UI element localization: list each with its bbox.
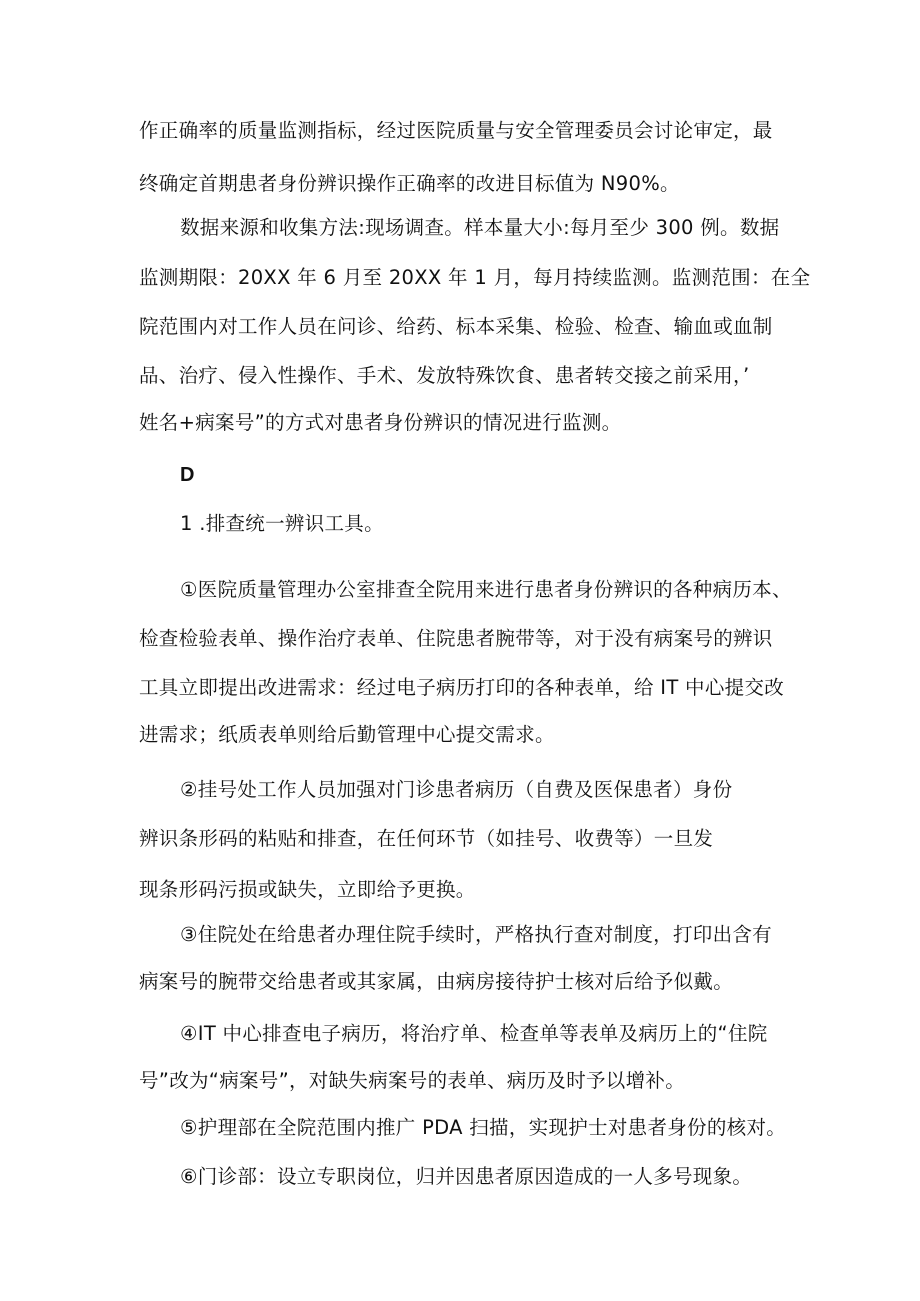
text-line: ⑤护理部在全院范围内推广 PDA 扫描，实现护士对患者身份的核对。	[180, 1116, 787, 1139]
text-line: 品、治疗、侵入性操作、手术、发放特殊饮食、患者转交接之前采用，’	[139, 364, 750, 387]
text-line: 终确定首期患者身份辨识操作正确率的改进目标值为 N90%。	[139, 172, 680, 195]
text-line: 工具立即提出改进需求：经过电子病历打印的各种表单，给 IT 中心提交改	[139, 676, 785, 699]
text-line: 数据来源和收集方法:现场调查。样本量大小:每月至少 300 例。数据	[180, 216, 780, 239]
text-line: ④IT 中心排查电子病历，将治疗单、检查单等表单及病历上的“住院	[180, 1022, 768, 1045]
text-line: 病案号的腕带交给患者或其家属，由病房接待护士核对后给予似戴。	[139, 970, 734, 993]
text-line: 院范围内对工作人员在问诊、给药、标本采集、检验、检查、输血或血制	[139, 315, 773, 338]
text-line: 监测期限：20XX 年 6 月至 20XX 年 1 月，每月持续监测。监测范围：在全	[139, 266, 811, 289]
text-line: ③住院处在给患者办理住院手续时，严格执行查对制度，打印出含有	[180, 923, 772, 946]
text-line: 检查检验表单、操作治疗表单、住院患者腕带等，对于没有病案号的辨识	[139, 627, 773, 650]
section-heading: D	[180, 464, 195, 486]
text-line: ⑥门诊部：设立专职岗位，归并因患者原因造成的一人多号现象。	[180, 1165, 753, 1188]
subheading: 1 .排查统一辨识工具。	[180, 512, 384, 535]
text-line: 进需求；纸质表单则给后勤管理中心提交需求。	[139, 723, 555, 746]
text-line: 现条形码污损或缺失，立即给予更换。	[139, 878, 476, 901]
text-line: 辨识条形码的粘贴和排查，在任何环节（如挂号、收费等）一旦发	[139, 827, 714, 850]
text-line: 姓名+病案号”的方式对患者身份辨识的情况进行监测。	[139, 411, 622, 434]
text-line: ②挂号处工作人员加强对门诊患者病历（自费及医保患者）身份	[180, 778, 733, 801]
text-line: 作正确率的质量监测指标，经过医院质量与安全管理委员会讨论审定，最	[139, 119, 773, 142]
text-line: ①医院质量管理办公室排查全院用来进行患者身份辨识的各种病历本、	[180, 578, 792, 601]
text-line: 号”改为“病案号”，对缺失病案号的表单、病历及时予以增补。	[139, 1069, 686, 1092]
